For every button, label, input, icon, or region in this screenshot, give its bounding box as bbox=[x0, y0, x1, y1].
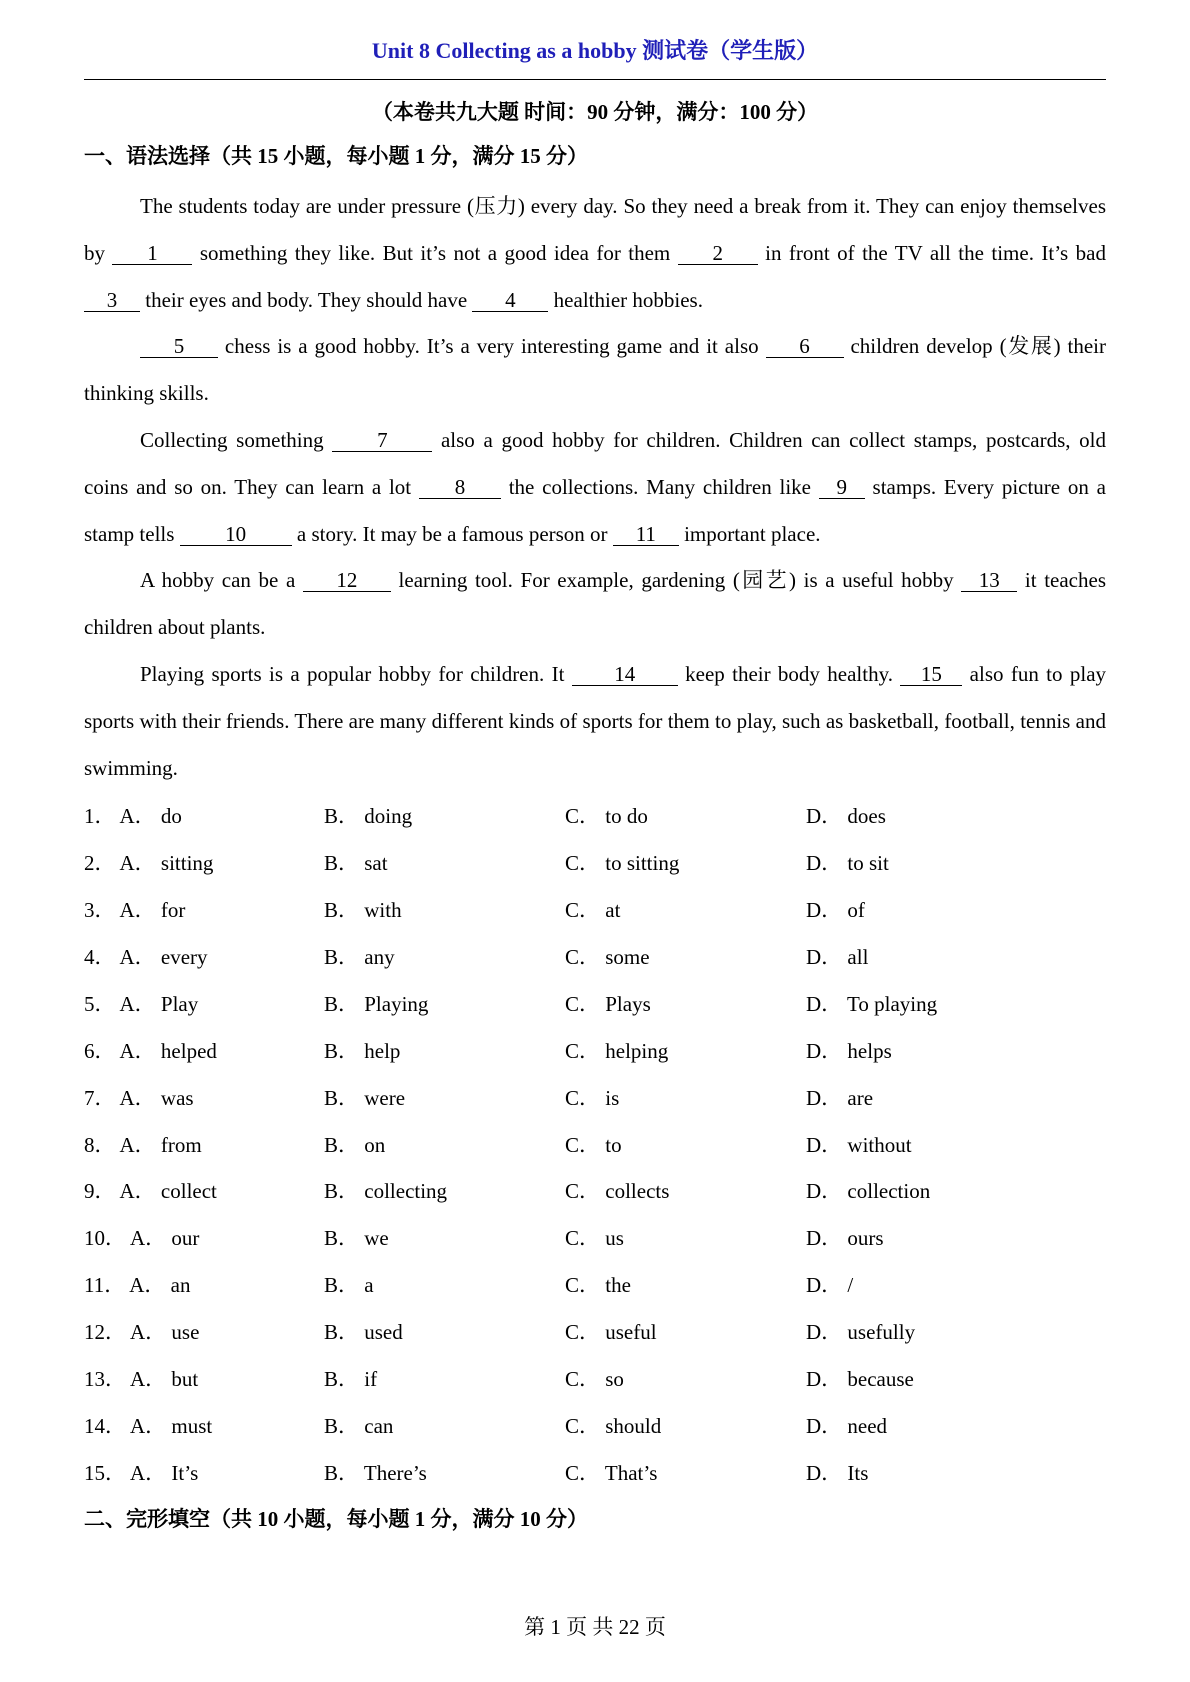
page-number: 第 1 页 共 22 页 bbox=[524, 1615, 666, 1639]
question-row bbox=[84, 1215, 1106, 1262]
option-a[interactable]: A． do bbox=[119, 804, 182, 829]
answer-blank-8[interactable]: 8 bbox=[419, 476, 501, 499]
passage-text: their eyes and body. They should have bbox=[140, 287, 473, 312]
answer-blank-1[interactable]: 1 bbox=[112, 242, 192, 265]
question-number: 9． bbox=[84, 1179, 116, 1204]
reading-passage bbox=[84, 183, 1106, 791]
option-a[interactable]: A． from bbox=[119, 1132, 202, 1157]
option-d[interactable]: D． of bbox=[806, 898, 865, 923]
option-c[interactable]: C． That’s bbox=[565, 1460, 658, 1485]
passage-paragraph bbox=[84, 557, 1106, 651]
option-b[interactable]: B． on bbox=[324, 1132, 386, 1157]
option-b[interactable]: B． help bbox=[324, 1038, 401, 1063]
answer-blank-6[interactable]: 6 bbox=[766, 335, 844, 358]
passage-paragraph bbox=[84, 183, 1106, 323]
question-row bbox=[84, 1168, 1106, 1215]
option-a[interactable]: A． was bbox=[119, 1085, 194, 1110]
option-d[interactable]: D． without bbox=[806, 1132, 912, 1157]
passage-paragraph bbox=[84, 651, 1106, 791]
section-1-content bbox=[84, 183, 1106, 1533]
option-b[interactable]: B． any bbox=[324, 945, 395, 970]
answer-blank-4[interactable]: 4 bbox=[472, 289, 548, 312]
option-c[interactable]: C． is bbox=[565, 1085, 620, 1110]
option-b[interactable]: B． doing bbox=[324, 804, 413, 829]
section-2-heading: 二、完形填空（共 10 小题，每小题 1 分，满分 10 分） bbox=[84, 1506, 588, 1531]
answer-blank-9[interactable]: 9 bbox=[819, 476, 865, 499]
exam-info: （本卷共九大题 时间：90 分钟，满分：100 分） bbox=[371, 100, 819, 124]
question-number: 14． bbox=[84, 1413, 126, 1438]
passage-text: it teaches children about plants. bbox=[84, 568, 1106, 640]
question-number: 6． bbox=[84, 1038, 116, 1063]
option-a[interactable]: A． our bbox=[130, 1226, 200, 1251]
question-row bbox=[84, 1450, 1106, 1497]
passage-text: also a good hobby for children. Children can collect stamps, postcards, old coins and so on. They can learn a lot bbox=[84, 427, 1106, 499]
question-row bbox=[84, 1122, 1106, 1169]
passage-text: children develop (发展) their thinking skills. bbox=[84, 334, 1107, 406]
option-c[interactable]: C． so bbox=[565, 1367, 624, 1392]
option-b[interactable]: B． collecting bbox=[324, 1179, 448, 1204]
option-c[interactable]: C． at bbox=[565, 898, 621, 923]
option-c[interactable]: C． some bbox=[565, 945, 650, 970]
option-b[interactable]: B． were bbox=[324, 1085, 406, 1110]
question-number: 3． bbox=[84, 898, 116, 923]
option-c[interactable]: C． to do bbox=[565, 804, 648, 829]
question-number: 13． bbox=[84, 1367, 126, 1392]
option-b[interactable]: B． if bbox=[324, 1367, 378, 1392]
header-divider bbox=[84, 79, 1106, 80]
option-a[interactable]: A． but bbox=[130, 1367, 199, 1392]
question-row bbox=[84, 1356, 1106, 1403]
question-number: 15． bbox=[84, 1460, 126, 1485]
option-c[interactable]: C． useful bbox=[565, 1320, 657, 1345]
passage-text: a story. It may be a famous person or bbox=[291, 521, 613, 546]
question-number: 5． bbox=[84, 991, 116, 1016]
passage-text: the collections. Many children like bbox=[500, 474, 819, 499]
option-a[interactable]: A． for bbox=[119, 898, 186, 923]
question-number: 1． bbox=[84, 804, 116, 829]
question-number: 8． bbox=[84, 1132, 116, 1157]
option-d[interactable]: D． To playing bbox=[806, 991, 938, 1016]
question-number: 4． bbox=[84, 945, 116, 970]
passage-text: chess is a good hobby. It’s a very interesting game and it also bbox=[218, 334, 766, 359]
option-d[interactable]: D． / bbox=[806, 1273, 854, 1298]
answer-blank-10[interactable]: 10 bbox=[180, 523, 292, 546]
passage-text: The students today are under pressure (压力) every day. So they need a break from it. They can enjoy themselves by bbox=[84, 194, 1106, 265]
question-row bbox=[84, 1075, 1106, 1122]
option-d[interactable]: D． to sit bbox=[806, 851, 889, 876]
option-a[interactable]: A． an bbox=[129, 1273, 191, 1298]
passage-text: in front of the TV all the time. It’s bad bbox=[757, 240, 1106, 265]
option-a[interactable]: A． sitting bbox=[119, 851, 214, 876]
option-a[interactable]: A． helped bbox=[119, 1038, 217, 1063]
answer-blank-11[interactable]: 11 bbox=[613, 523, 679, 546]
option-b[interactable]: B． sat bbox=[324, 851, 388, 876]
question-number: 2． bbox=[84, 851, 116, 876]
passage-text: also fun to play sports with their friends. There are many different kinds of sports for them to play, such as basketball, football, tennis and swimming. bbox=[84, 661, 1107, 780]
option-c[interactable]: C． Plays bbox=[565, 991, 651, 1016]
question-number: 11． bbox=[84, 1273, 126, 1298]
question-options-list bbox=[84, 793, 1106, 1496]
passage-paragraph bbox=[84, 417, 1106, 557]
question-number: 7． bbox=[84, 1085, 116, 1110]
option-c[interactable]: C． collects bbox=[565, 1179, 670, 1204]
option-d[interactable]: D． collection bbox=[806, 1179, 931, 1204]
passage-paragraph bbox=[84, 323, 1106, 417]
passage-text: Collecting something bbox=[140, 427, 333, 452]
option-c[interactable]: C． the bbox=[565, 1273, 631, 1298]
option-b[interactable]: B． used bbox=[324, 1320, 403, 1345]
passage-text: learning tool. For example, gardening (园艺) is a useful hobby bbox=[390, 568, 962, 593]
question-row bbox=[84, 840, 1106, 887]
passage-text: Playing sports is a popular hobby for children. It bbox=[140, 661, 572, 686]
option-d[interactable]: D． usefully bbox=[806, 1320, 916, 1345]
answer-blank-3[interactable]: 3 bbox=[84, 289, 140, 312]
section-1-heading: 一、语法选择（共 15 小题，每小题 1 分，满分 15 分） bbox=[84, 144, 588, 168]
answer-blank-7[interactable]: 7 bbox=[332, 429, 432, 452]
question-row bbox=[84, 887, 1106, 934]
option-b[interactable]: B． with bbox=[324, 898, 402, 923]
option-b[interactable]: B． There’s bbox=[324, 1460, 427, 1485]
answer-blank-12[interactable]: 12 bbox=[303, 569, 391, 592]
option-a[interactable]: A． must bbox=[130, 1413, 213, 1438]
question-row bbox=[84, 934, 1106, 981]
question-row bbox=[84, 793, 1106, 840]
option-b[interactable]: B． can bbox=[324, 1413, 394, 1438]
option-c[interactable]: C． helping bbox=[565, 1038, 669, 1063]
passage-text: important place. bbox=[678, 521, 821, 546]
option-b[interactable]: B． Playing bbox=[324, 991, 429, 1016]
option-d[interactable]: D． need bbox=[806, 1413, 888, 1438]
passage-text: healthier hobbies. bbox=[548, 287, 703, 312]
question-row bbox=[84, 1309, 1106, 1356]
question-number: 12． bbox=[84, 1320, 126, 1345]
option-c[interactable]: C． to sitting bbox=[565, 851, 680, 876]
option-d[interactable]: D． ours bbox=[806, 1226, 884, 1251]
option-a[interactable]: A． It’s bbox=[130, 1460, 199, 1485]
passage-text: something they like. But it’s not a good idea for them bbox=[192, 240, 678, 265]
option-d[interactable]: D． helps bbox=[806, 1038, 892, 1063]
document-title: Unit 8 Collecting as a hobby 测试卷（学生版） bbox=[371, 38, 819, 63]
option-a[interactable]: A． every bbox=[119, 945, 208, 970]
option-a[interactable]: A． Play bbox=[119, 991, 199, 1016]
option-a[interactable]: A． use bbox=[130, 1320, 200, 1345]
option-c[interactable]: C． should bbox=[565, 1413, 662, 1438]
option-d[interactable]: D． Its bbox=[806, 1460, 869, 1485]
passage-text: keep their body healthy. bbox=[677, 661, 901, 686]
answer-blank-14[interactable]: 14 bbox=[572, 663, 678, 686]
option-a[interactable]: A． collect bbox=[119, 1179, 217, 1204]
option-b[interactable]: B． a bbox=[324, 1273, 374, 1298]
question-row bbox=[84, 1403, 1106, 1450]
option-d[interactable]: D． because bbox=[806, 1367, 914, 1392]
answer-blank-13[interactable]: 13 bbox=[961, 569, 1017, 592]
answer-blank-2[interactable]: 2 bbox=[678, 242, 758, 265]
passage-text: A hobby can be a bbox=[140, 568, 303, 593]
question-row bbox=[84, 981, 1106, 1028]
passage-text: stamps. Every picture on a stamp tells bbox=[84, 474, 1106, 546]
question-number: 10． bbox=[84, 1226, 126, 1251]
question-row bbox=[84, 1028, 1106, 1075]
option-c[interactable]: C． to bbox=[565, 1132, 622, 1157]
option-d[interactable]: D． does bbox=[806, 804, 886, 829]
option-d[interactable]: D． all bbox=[806, 945, 869, 970]
option-b[interactable]: B． we bbox=[324, 1226, 389, 1251]
answer-blank-5[interactable]: 5 bbox=[140, 335, 218, 358]
question-row bbox=[84, 1262, 1106, 1309]
answer-blank-15[interactable]: 15 bbox=[900, 663, 962, 686]
option-d[interactable]: D． are bbox=[806, 1085, 874, 1110]
option-c[interactable]: C． us bbox=[565, 1226, 624, 1251]
